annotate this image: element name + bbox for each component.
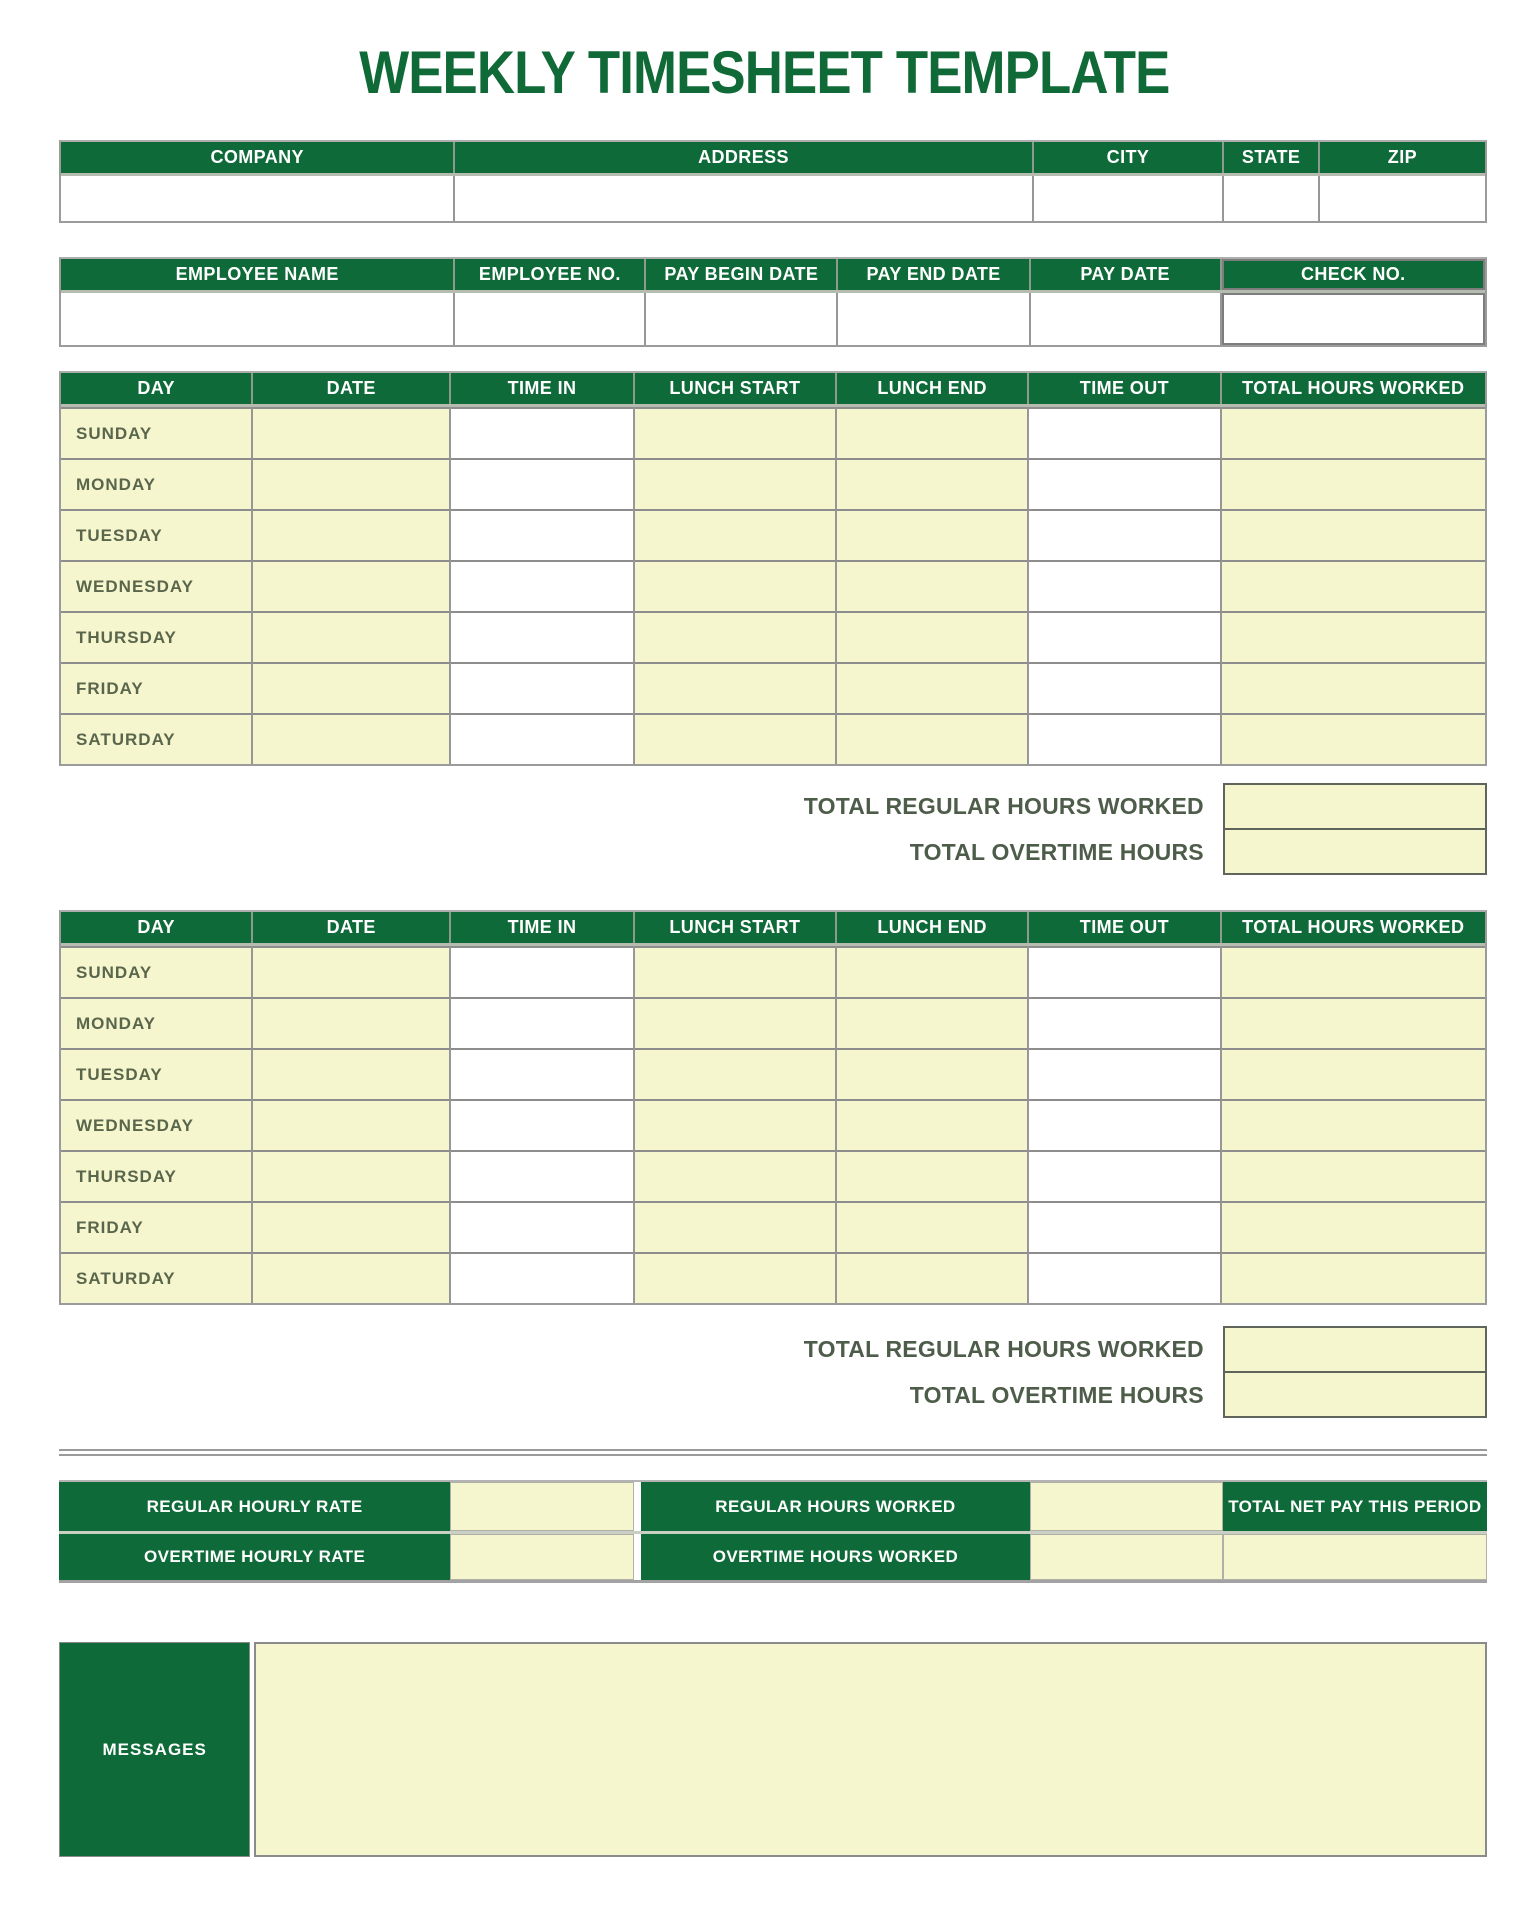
time-out-cell[interactable] [1029, 560, 1221, 611]
total-hours-cell[interactable] [1222, 713, 1485, 764]
lunch-end-cell[interactable] [837, 560, 1029, 611]
timesheet-row-tuesday [61, 1048, 1485, 1099]
net-pay-header: TOTAL NET PAY THIS PERIOD [1223, 1482, 1487, 1531]
overtime-pay-row [59, 1531, 1487, 1580]
date-cell[interactable] [253, 509, 451, 560]
regular-hourly-rate-input[interactable] [450, 1482, 634, 1531]
time-out-column-header: TIME OUT [1029, 912, 1221, 943]
time-out-cell[interactable] [1029, 1150, 1221, 1201]
day-label: THURSDAY [61, 611, 253, 662]
company-column-header: COMPANY [61, 142, 455, 173]
time-out-cell[interactable] [1029, 662, 1221, 713]
time-out-cell[interactable] [1029, 997, 1221, 1048]
date-cell[interactable] [253, 560, 451, 611]
time-out-cell[interactable] [1029, 946, 1221, 997]
day-column-header: DAY [61, 373, 253, 404]
zip-input-cell[interactable] [1320, 176, 1485, 221]
date-cell[interactable] [253, 611, 451, 662]
overtime-hours-worked-header: OVERTIME HOURS WORKED [641, 1534, 1030, 1580]
total-hours-cell[interactable] [1222, 946, 1485, 997]
pay-date-column-header: PAY DATE [1031, 259, 1222, 290]
lunch-start-cell[interactable] [635, 662, 837, 713]
time-in-cell[interactable] [451, 946, 635, 997]
timesheet-row-sunday [61, 407, 1485, 458]
overtime-hourly-rate-header: OVERTIME HOURLY RATE [59, 1534, 450, 1580]
date-cell[interactable] [253, 1150, 451, 1201]
total-hours-cell[interactable] [1222, 458, 1485, 509]
city-input-cell[interactable] [1034, 176, 1225, 221]
regular-hours-worked-input[interactable] [1030, 1482, 1223, 1531]
lunch-start-cell[interactable] [635, 407, 837, 458]
lunch-start-cell[interactable] [635, 509, 837, 560]
timesheet-row-wednesday [61, 1099, 1485, 1150]
pay-end-date-column-header: PAY END DATE [838, 259, 1030, 290]
regular-hourly-rate-header: REGULAR HOURLY RATE [59, 1482, 450, 1531]
overtime-hours-worked-input[interactable] [1030, 1534, 1223, 1580]
time-out-cell[interactable] [1029, 1201, 1221, 1252]
total-hours-column-header: TOTAL HOURS WORKED [1242, 378, 1465, 398]
date-cell[interactable] [253, 713, 451, 764]
company-input-cell[interactable] [61, 176, 455, 221]
lunch-start-cell[interactable] [635, 458, 837, 509]
time-in-cell[interactable] [451, 1099, 635, 1150]
time-out-cell[interactable] [1029, 1048, 1221, 1099]
date-cell[interactable] [253, 997, 451, 1048]
date-column-header: DATE [253, 373, 451, 404]
total-regular-hours-input[interactable] [1223, 1326, 1487, 1372]
employee-value-row [61, 293, 1485, 345]
messages-input-area[interactable] [254, 1642, 1487, 1857]
employee-header-row [61, 259, 1485, 293]
messages-header: MESSAGES [59, 1642, 250, 1857]
lunch-end-cell[interactable] [837, 946, 1029, 997]
time-in-cell[interactable] [451, 1048, 635, 1099]
timesheet-row-friday [61, 1201, 1485, 1252]
employee-no-column-header: EMPLOYEE NO. [455, 259, 646, 290]
total-regular-hours-label: TOTAL REGULAR HOURS WORKED [803, 793, 1204, 819]
lunch-end-cell[interactable] [837, 1252, 1029, 1303]
timesheet-row-tuesday [61, 509, 1485, 560]
timesheet-row-saturday [61, 1252, 1485, 1303]
timesheet-row-sunday [61, 946, 1485, 997]
total-hours-cell[interactable] [1222, 997, 1485, 1048]
total-regular-hours-input[interactable] [1223, 783, 1487, 829]
regular-pay-row [59, 1482, 1487, 1531]
time-in-cell[interactable] [451, 1252, 635, 1303]
total-hours-cell[interactable] [1222, 1252, 1485, 1303]
pay-rate-table [59, 1480, 1487, 1583]
week1-timesheet-table [59, 371, 1487, 766]
check-no-input-cell[interactable] [1222, 293, 1485, 345]
time-out-cell[interactable] [1029, 1099, 1221, 1150]
date-cell[interactable] [253, 407, 451, 458]
messages-section [59, 1642, 1487, 1857]
date-column-header: DATE [253, 912, 451, 943]
lunch-end-cell[interactable] [837, 458, 1029, 509]
timesheet-row-monday [61, 997, 1485, 1048]
lunch-start-cell[interactable] [635, 1150, 837, 1201]
date-cell[interactable] [253, 662, 451, 713]
day-label: FRIDAY [61, 1201, 253, 1252]
pay-end-date-input-cell[interactable] [838, 293, 1030, 345]
timesheet-row-saturday [61, 713, 1485, 764]
lunch-end-cell[interactable] [837, 1048, 1029, 1099]
pay-begin-date-input-cell[interactable] [646, 293, 838, 345]
section-divider [59, 1449, 1487, 1456]
company-value-row [61, 176, 1485, 221]
lunch-start-cell[interactable] [635, 560, 837, 611]
lunch-end-cell[interactable] [837, 1099, 1029, 1150]
lunch-end-cell[interactable] [837, 509, 1029, 560]
day-label: FRIDAY [61, 662, 253, 713]
time-in-cell[interactable] [451, 997, 635, 1048]
lunch-start-cell[interactable] [635, 1201, 837, 1252]
time-in-cell[interactable] [451, 713, 635, 764]
lunch-end-column-header: LUNCH END [837, 912, 1029, 943]
week1-header-row [61, 373, 1485, 407]
lunch-start-cell[interactable] [635, 611, 837, 662]
state-column-header: STATE [1224, 142, 1319, 173]
total-hours-cell[interactable] [1222, 1201, 1485, 1252]
date-cell[interactable] [253, 1201, 451, 1252]
employee-name-input-cell[interactable] [61, 293, 455, 345]
date-cell[interactable] [253, 1099, 451, 1150]
week2-timesheet-table [59, 910, 1487, 1305]
week2-header-row [61, 912, 1485, 946]
week1-totals-block [59, 783, 1487, 875]
lunch-end-cell[interactable] [837, 713, 1029, 764]
regular-hours-worked-header: REGULAR HOURS WORKED [641, 1482, 1030, 1531]
lunch-start-column-header: LUNCH START [635, 912, 837, 943]
total-hours-cell[interactable] [1222, 662, 1485, 713]
day-label: TUESDAY [61, 509, 253, 560]
week2-totals-block [59, 1326, 1487, 1418]
day-column-header: DAY [61, 912, 253, 943]
total-hours-cell[interactable] [1222, 1150, 1485, 1201]
company-header-row [61, 142, 1485, 176]
day-label: WEDNESDAY [61, 560, 253, 611]
timesheet-row-monday [61, 458, 1485, 509]
total-overtime-hours-label: TOTAL OVERTIME HOURS [909, 839, 1204, 865]
check-no-column-header: CHECK NO. [1222, 259, 1485, 290]
time-out-column-header: TIME OUT [1029, 373, 1221, 404]
timesheet-row-wednesday [61, 560, 1485, 611]
timesheet-row-thursday [61, 611, 1485, 662]
time-out-cell[interactable] [1029, 509, 1221, 560]
total-overtime-hours-input[interactable] [1223, 1372, 1487, 1418]
time-out-cell[interactable] [1029, 611, 1221, 662]
day-label: SUNDAY [61, 946, 253, 997]
zip-column-header: ZIP [1387, 147, 1417, 167]
time-out-cell[interactable] [1029, 407, 1221, 458]
total-hours-cell[interactable] [1222, 1099, 1485, 1150]
date-cell[interactable] [253, 946, 451, 997]
lunch-start-cell[interactable] [635, 1048, 837, 1099]
lunch-start-cell[interactable] [635, 946, 837, 997]
company-info-table [59, 140, 1487, 223]
total-hours-cell[interactable] [1222, 1048, 1485, 1099]
overtime-hourly-rate-input[interactable] [450, 1534, 634, 1580]
time-in-column-header: TIME IN [451, 373, 635, 404]
lunch-start-cell[interactable] [635, 1099, 837, 1150]
employee-no-input-cell[interactable] [455, 293, 646, 345]
lunch-end-cell[interactable] [837, 407, 1029, 458]
time-out-cell[interactable] [1029, 458, 1221, 509]
net-pay-value-cell[interactable] [1223, 1534, 1487, 1580]
lunch-start-cell[interactable] [635, 997, 837, 1048]
date-cell[interactable] [253, 1252, 451, 1303]
day-label: TUESDAY [61, 1048, 253, 1099]
time-out-cell[interactable] [1029, 713, 1221, 764]
time-in-cell[interactable] [451, 1201, 635, 1252]
lunch-start-cell[interactable] [635, 1252, 837, 1303]
total-overtime-hours-input[interactable] [1223, 829, 1487, 875]
day-label: MONDAY [61, 997, 253, 1048]
total-regular-hours-label: TOTAL REGULAR HOURS WORKED [803, 1336, 1204, 1362]
lunch-end-cell[interactable] [837, 1150, 1029, 1201]
address-input-cell[interactable] [455, 176, 1033, 221]
time-out-cell[interactable] [1029, 1252, 1221, 1303]
day-label: SUNDAY [61, 407, 253, 458]
total-overtime-hours-label: TOTAL OVERTIME HOURS [909, 1382, 1204, 1408]
total-hours-column-header: TOTAL HOURS WORKED [1242, 917, 1465, 937]
lunch-start-column-header: LUNCH START [635, 373, 837, 404]
total-hours-cell[interactable] [1222, 560, 1485, 611]
time-in-cell[interactable] [451, 1150, 635, 1201]
day-label: THURSDAY [61, 1150, 253, 1201]
lunch-end-column-header: LUNCH END [837, 373, 1029, 404]
time-in-cell[interactable] [451, 509, 635, 560]
total-hours-cell[interactable] [1222, 611, 1485, 662]
lunch-end-cell[interactable] [837, 997, 1029, 1048]
time-in-cell[interactable] [451, 662, 635, 713]
timesheet-row-thursday [61, 1150, 1485, 1201]
lunch-end-cell[interactable] [837, 1201, 1029, 1252]
state-input-cell[interactable] [1224, 176, 1319, 221]
time-in-cell[interactable] [451, 611, 635, 662]
day-label: SATURDAY [61, 713, 253, 764]
lunch-end-cell[interactable] [837, 662, 1029, 713]
timesheet-row-friday [61, 662, 1485, 713]
pay-date-input-cell[interactable] [1031, 293, 1222, 345]
address-column-header: ADDRESS [455, 142, 1033, 173]
day-label: MONDAY [61, 458, 253, 509]
city-column-header: CITY [1034, 142, 1225, 173]
day-label: SATURDAY [61, 1252, 253, 1303]
date-cell[interactable] [253, 1048, 451, 1099]
employee-name-column-header: EMPLOYEE NAME [61, 259, 455, 290]
time-in-cell[interactable] [451, 407, 635, 458]
date-cell[interactable] [253, 458, 451, 509]
employee-info-table [59, 257, 1487, 347]
day-label: WEDNESDAY [61, 1099, 253, 1150]
pay-begin-date-column-header: PAY BEGIN DATE [646, 259, 838, 290]
lunch-start-cell[interactable] [635, 713, 837, 764]
time-in-column-header: TIME IN [451, 912, 635, 943]
lunch-end-cell[interactable] [837, 611, 1029, 662]
page-title: WEEKLY TIMESHEET TEMPLATE [358, 39, 1170, 106]
time-in-cell[interactable] [451, 560, 635, 611]
total-hours-cell[interactable] [1222, 407, 1485, 458]
time-in-cell[interactable] [451, 458, 635, 509]
total-hours-cell[interactable] [1222, 509, 1485, 560]
